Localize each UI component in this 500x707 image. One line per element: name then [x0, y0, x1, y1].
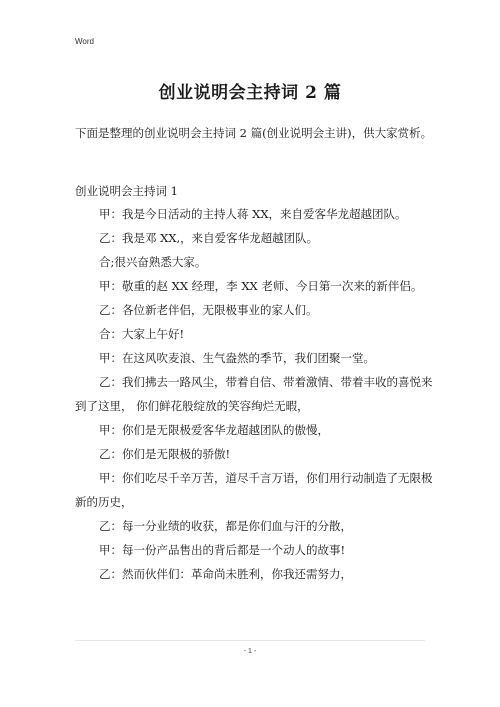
dialogue-line: 乙：各位新老伴侣，无限极事业的家人们。: [99, 303, 318, 317]
dialogue-line: 乙：我们拂去一路风尘，带着自信、带着激情、带着丰收的喜悦来到了这里， 你们鲜花般绽放的笑容绚烂无暇，: [75, 375, 433, 413]
footer-divider: [75, 640, 425, 641]
header-label: Word: [75, 37, 94, 46]
dialogue-line: 乙：你们是无限极的骄傲!: [99, 447, 231, 461]
dialogue-line: 甲：每一份产品售出的背后都是一个动人的故事!: [99, 543, 346, 557]
dialogue-line: 甲：敬重的赵 XX 经理，李 XX 老师、今日第一次来的新伴侣。: [99, 279, 423, 293]
dialogue-line: 乙：每一分业绩的收获，都是你们血与汗的分散，: [99, 519, 352, 533]
dialogue-line: 甲：你们是无限极爱客华龙超越团队的傲慢，: [99, 423, 329, 437]
dialogue-line: 甲：我是今日活动的主持人蒋 XX，来自爱客华龙超越团队。: [99, 207, 407, 221]
page-number: - 1 -: [243, 648, 257, 655]
dialogue-line: 乙：然而伙伴们：革命尚未胜利，你我还需努力，: [99, 567, 352, 581]
dialogue-line: 甲：在这风吹麦浪、生气盎然的季节，我们团聚一堂。: [99, 351, 375, 365]
dialogue-line: 乙：我是邓 XX,，来自爱客华龙超越团队。: [99, 231, 319, 245]
dialogue-line: 甲：你们吃尽千辛万苦，道尽千言万语，你们用行动制造了无限极新的历史，: [75, 471, 433, 509]
section-title: 创业说明会主持词 1: [75, 184, 178, 198]
document-title: 创业说明会主持词 2 篇: [158, 83, 342, 103]
document-body: [75, 122, 435, 586]
dialogue-line: 合：大家上午好!: [99, 327, 185, 341]
dialogue-line: 合;很兴奋熟悉大家。: [99, 255, 207, 269]
intro-paragraph: 下面是整理的创业说明会主持词 2 篇(创业说明会主讲)，供大家赏析。: [75, 126, 433, 140]
